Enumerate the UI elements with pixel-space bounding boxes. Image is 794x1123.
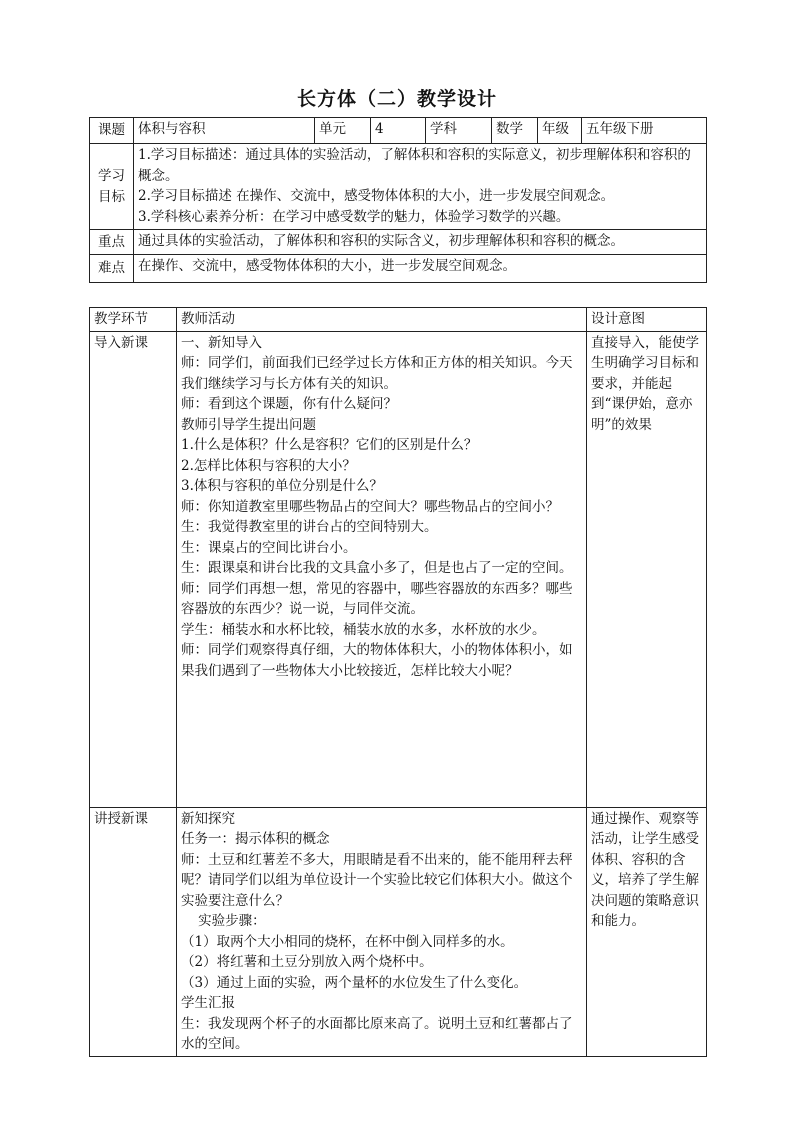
activity-line: 师：看到这个课题，你有什么疑问？ <box>181 396 397 412</box>
activity-line: 师：同学们再想一想，常见的容器中，哪些容器放的东西多？哪些容器放的东西少？说一说，与同伴交流。 <box>181 580 573 617</box>
activity-line: 新知探究 <box>181 810 235 827</box>
activity-line: 师：同学们观察得真仔细，大的物体体积大，小的物体体积小，如果我们遇到了一些物体大小比较接近，怎样比较大小呢？ <box>181 642 573 679</box>
activity-line: 教师引导学生提出问题 <box>181 416 316 433</box>
key-value: 通过具体的实验活动，了解体积和容积的实际含义，初步理解体积和容积的概念。 <box>134 230 707 255</box>
activity-line: 生：课桌占的空间比讲台小。 <box>181 539 357 556</box>
activity-line: 生：跟课桌和讲台比我的文具盒小多了，但是也占了一定的空间。 <box>181 560 573 576</box>
topic-value: 体积与容积 <box>134 118 315 144</box>
activity-line: （2）将红薯和土豆分别放入两个烧杯中。 <box>181 954 433 970</box>
goal-item: 2.学习目标描述 在操作、交流中，感受物体体积的大小，进一步发展空间观念。 <box>138 188 615 204</box>
goals-list <box>134 144 707 230</box>
difficulty-value: 在操作、交流中，感受物体体积的大小，进一步发展空间观念。 <box>134 255 707 283</box>
unit-label: 单元 <box>315 118 371 144</box>
unit-value: 4 <box>371 118 426 144</box>
stage-cell: 导入新课 <box>90 331 177 807</box>
subject-value: 数学 <box>492 118 538 144</box>
activity-line: 学生：桶装水和水杯比较，桶装水放的水多，水杯放的水少。 <box>181 621 546 638</box>
table-row <box>90 331 707 807</box>
table-row <box>90 807 707 1056</box>
subject-label: 学科 <box>426 118 492 144</box>
activity-line: 师：你知道教室里哪些物品占的空间大？哪些物品占的空间小？ <box>181 498 559 515</box>
header-stage: 教学环节 <box>90 308 177 332</box>
lesson-plan-table <box>89 307 707 1057</box>
header-activity: 教师活动 <box>177 308 587 332</box>
activity-cell <box>177 331 587 807</box>
difficulty-label: 难点 <box>90 255 134 283</box>
activity-line: 一、新知导入 <box>181 334 262 351</box>
goals-label: 学习目标 <box>90 144 134 230</box>
lesson-info-table <box>89 117 707 283</box>
grade-value: 五年级下册 <box>582 118 707 144</box>
activity-line: 师：同学们，前面我们已经学过长方体和正方体的相关知识。今天我们继续学习与长方体有关的知识。 <box>181 355 573 392</box>
activity-line: 学生汇报 <box>181 995 235 1011</box>
key-label: 重点 <box>90 230 134 255</box>
activity-line: 1.什么是体积？什么是容积？它们的区别是什么？ <box>181 437 478 453</box>
activity-line: 师：土豆和红薯差不多大，用眼睛是看不出来的，能不能用秤去秤呢？请同学们以组为单位设计一个实验比较它们体积大小。做这个实验要注意什么？ <box>181 851 573 909</box>
intent-cell: 通过操作、观察等活动，让学生感受体积、容积的含义，培养了学生解决问题的策略意识和能力。 <box>587 807 707 1056</box>
topic-label: 课题 <box>90 118 134 144</box>
grade-label: 年级 <box>538 118 582 144</box>
page-title: 长方体（二）教学设计 <box>296 88 497 110</box>
activity-line: 2.怎样比体积与容积的大小？ <box>181 457 356 474</box>
activity-line: 生：我发现两个杯子的水面都比原来高了。说明土豆和红薯都占了水的空间。 <box>181 1015 573 1052</box>
activity-line: 实验步骤： <box>181 913 266 929</box>
header-intent: 设计意图 <box>587 308 707 332</box>
stage-cell: 讲授新课 <box>90 807 177 1056</box>
activity-cell <box>177 807 587 1056</box>
activity-line: （3）通过上面的实验，两个量杯的水位发生了什么变化。 <box>181 974 528 991</box>
activity-line: 生：我觉得教室里的讲台占的空间特别大。 <box>181 519 438 535</box>
activity-line: 3.体积与容积的单位分别是什么？ <box>181 478 383 494</box>
activity-line: 任务一：揭示体积的概念 <box>181 831 330 847</box>
goal-item: 1.学习目标描述：通过具体的实验活动，了解体积和容积的实际意义，初步理解体积和容积的概念。 <box>138 147 691 184</box>
intent-cell: 直接导入，能使学生明确学习目标和要求，并能起到“课伊始，意亦明”的效果 <box>587 331 707 807</box>
activity-line: （1）取两个大小相同的烧杯，在杯中倒入同样多的水。 <box>181 933 514 950</box>
goal-item: 3.学科核心素养分析：在学习中感受数学的魅力，体验学习数学的兴趣。 <box>138 208 570 225</box>
